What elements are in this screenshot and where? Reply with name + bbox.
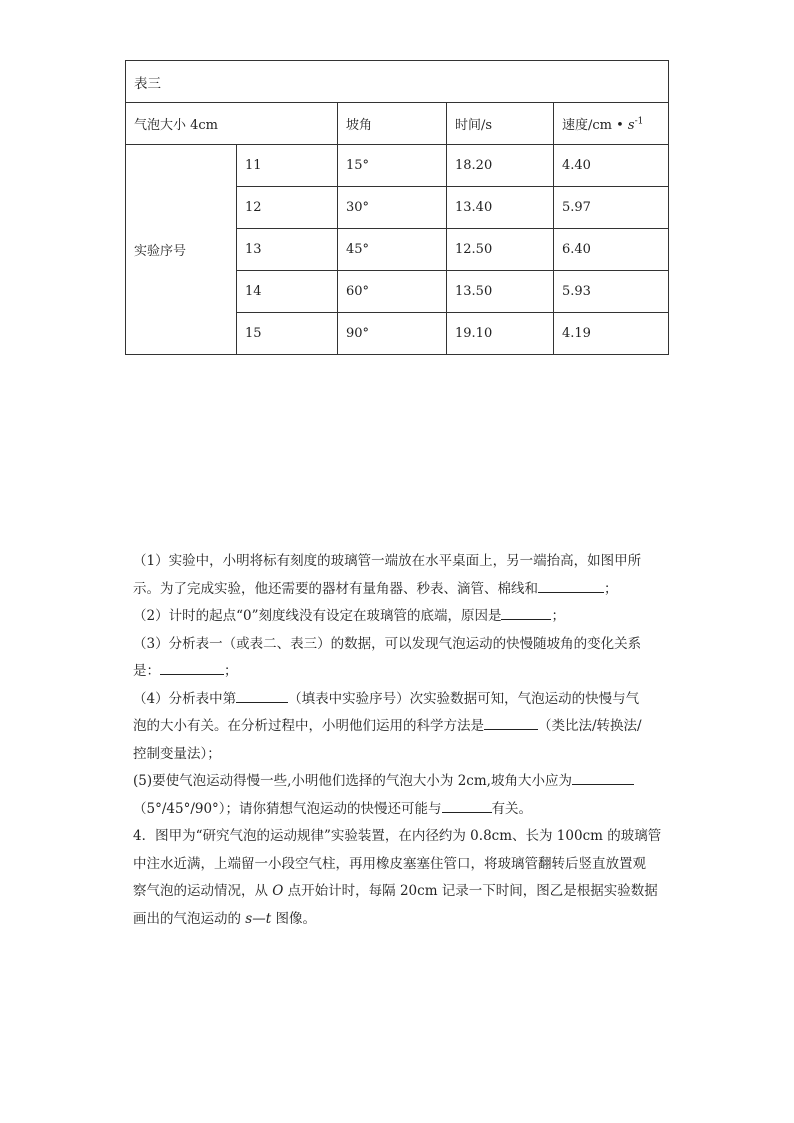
answer-blank[interactable] [160,659,224,675]
row-number: 15 [237,313,338,355]
answer-blank[interactable] [538,577,604,593]
answer-blank[interactable] [484,714,538,730]
row-angle: 60° [338,271,447,313]
row-time: 13.40 [447,187,554,229]
table-title-row [126,61,669,103]
question-4-line-3: 控制变量法）； [133,745,221,762]
row-number: 14 [237,271,338,313]
header-bubble-size: 气泡大小 4cm [126,103,338,145]
row-time: 12.50 [447,229,554,271]
question-5-line-2: （5°/45°/90°）；请你猜想气泡运动的快慢还可能与 有关。 [133,796,663,824]
question-4-line-2: 泡的大小有关。在分析过程中，小明他们运用的科学方法是 （类比法/转换法/ [133,713,663,741]
question-2: （2）计时的起点“0”刻度线没有设定在玻璃管的底端，原因是 ； [133,603,663,631]
row-angle: 30° [338,187,447,229]
row-number: 12 [237,187,338,229]
row-speed: 5.93 [554,271,669,313]
question-3-line-2: 是： ； [133,658,663,686]
data-table-3 [125,60,669,355]
questions-block [133,548,663,823]
header-slope-angle: 坡角 [338,103,447,145]
question-5-line-1: (5)要使气泡运动得慢一些,小明他们选择的气泡大小为 2cm,坡角大小应为 [133,768,663,796]
problem-4-line-1: 4．图甲为“研究气泡的运动规律”实验装置，在内径约为 0.8cm、长为 100cm 的玻璃管 [133,828,662,844]
row-angle: 45° [338,229,447,271]
answer-blank[interactable] [236,687,288,703]
answer-blank[interactable] [572,769,634,785]
row-speed: 4.40 [554,145,669,187]
row-speed: 4.19 [554,313,669,355]
question-3-line-1: （3）分析表一（或表二、表三）的数据，可以发现气泡运动的快慢随坡角的变化关系 [133,635,642,652]
question-4-line-1: （4）分析表中第 （填表中实验序号）次实验数据可知，气泡运动的快慢与气 [133,686,663,714]
problem-4-block [133,823,663,933]
answer-blank[interactable] [442,797,492,813]
table-title: 表三 [126,61,669,103]
header-time: 时间/s [447,103,554,145]
table-row [126,145,669,187]
row-number: 11 [237,145,338,187]
question-1-line-2: 示。为了完成实验，他还需要的器材有量角器、秒表、滴管、棉线和 ； [133,576,663,604]
row-angle: 90° [338,313,447,355]
problem-4-line-3: 察气泡的运动情况，从 O 点开始计时，每隔 20cm 记录一下时间，图乙是根据实验数据 [133,883,658,899]
problem-4-line-2: 中注水近满，上端留一小段空气柱，再用橡皮塞塞住管口，将玻璃管翻转后竖直放置观 [133,855,646,872]
answer-blank[interactable] [501,604,551,620]
row-speed: 6.40 [554,229,669,271]
table-header-row [126,103,669,145]
problem-4-line-4: 画出的气泡运动的 s—t 图像。 [133,910,316,927]
question-1-line-1: （1）实验中，小明将标有刻度的玻璃管一端放在水平桌面上，另一端抬高，如图甲所 [133,553,642,569]
row-time: 18.20 [447,145,554,187]
group-label: 实验序号 [126,145,237,355]
row-speed: 5.97 [554,187,669,229]
row-number: 13 [237,229,338,271]
header-speed: 速度/cm • $s^{-1}$ [554,103,669,145]
row-time: 13.50 [447,271,554,313]
row-angle: 15° [338,145,447,187]
row-time: 19.10 [447,313,554,355]
